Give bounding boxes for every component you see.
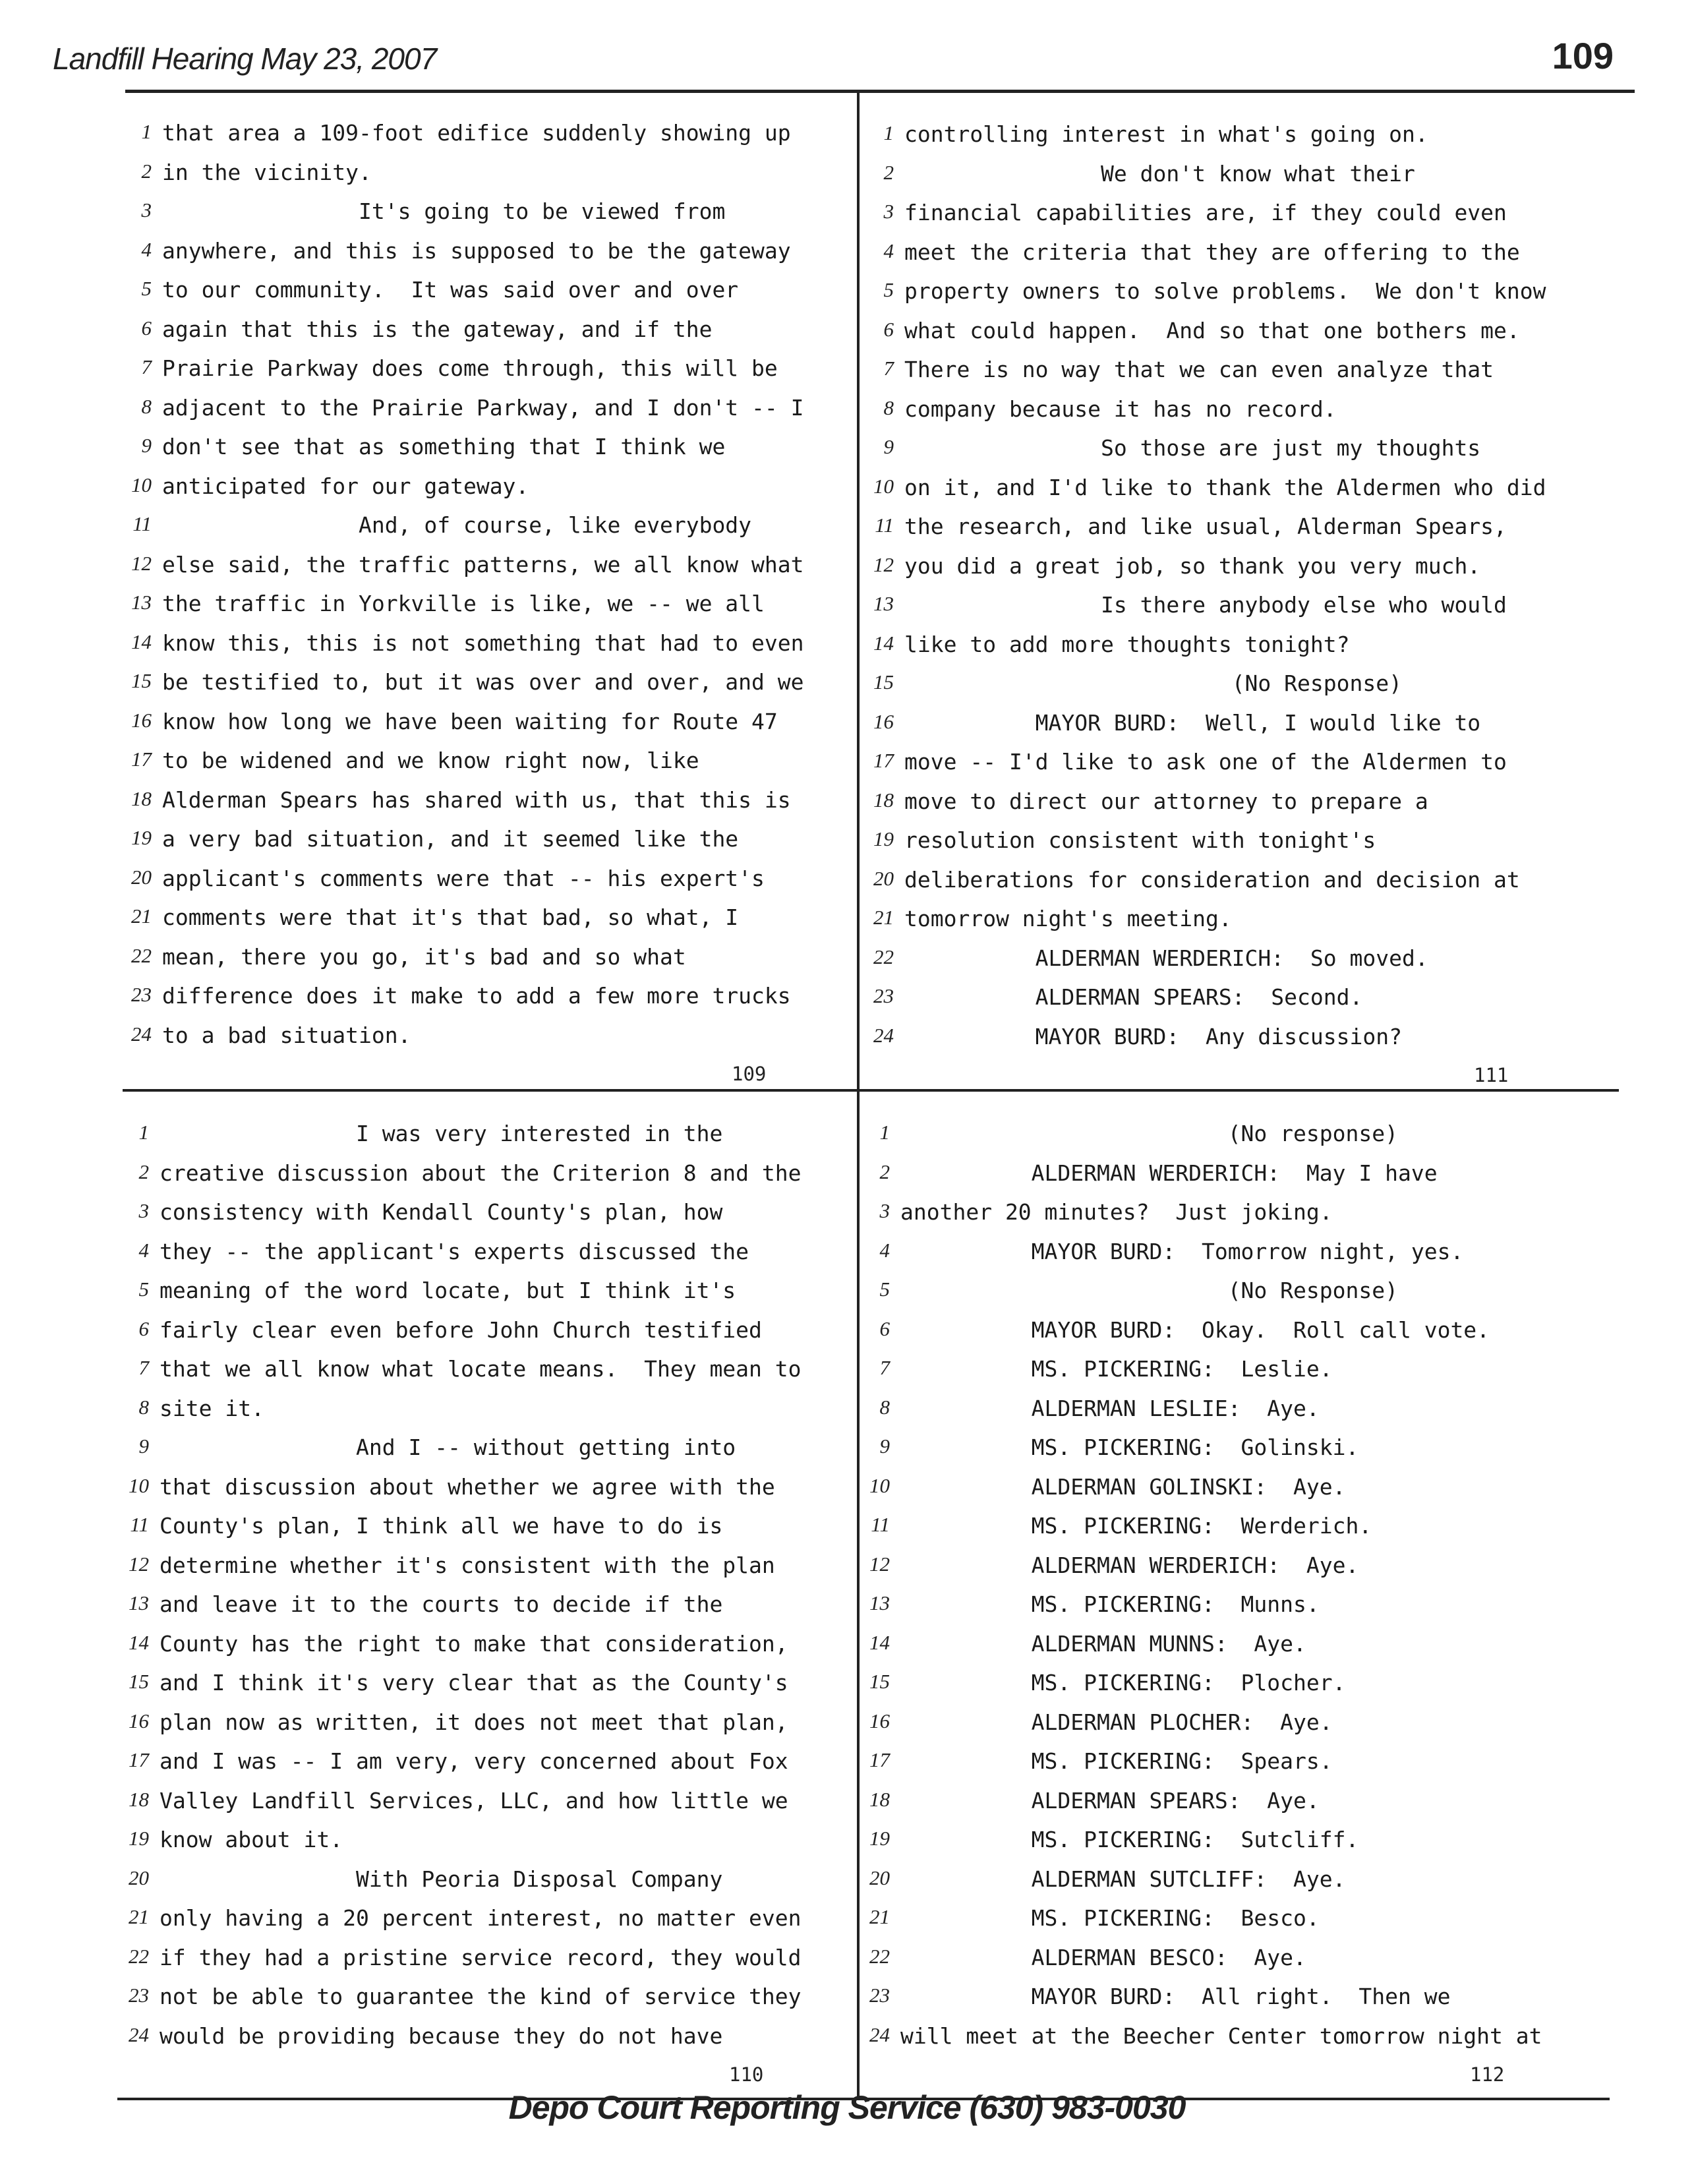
line-text: ALDERMAN PLOCHER: Aye. (900, 1709, 1333, 1735)
line-text: not be able to guarantee the kind of service they (160, 1984, 802, 2009)
line-number: 1 (141, 120, 152, 143)
line-number: 13 (129, 1591, 149, 1614)
line-number: 14 (873, 631, 894, 655)
line-number: 16 (869, 1709, 890, 1732)
line-text: to our community. It was said over and over (162, 277, 739, 303)
line-number: 10 (131, 473, 152, 496)
line-text: the research, and like usual, Alderman Spears, (904, 514, 1507, 539)
line-number: 2 (883, 160, 894, 184)
line-text: another 20 minutes? Just joking. (900, 1199, 1333, 1225)
line-text: So those are just my thoughts (904, 435, 1481, 461)
line-number: 18 (873, 788, 894, 812)
line-text: and I think it's very clear that as the County's (160, 1670, 788, 1696)
line-number: 10 (129, 1473, 149, 1497)
line-number: 17 (129, 1748, 149, 1771)
line-text: would be providing because they do not have (160, 2022, 723, 2049)
line-text: that discussion about whether we agree with the (160, 1473, 775, 1500)
line-number: 8 (138, 1395, 149, 1419)
line-number: 12 (873, 552, 894, 576)
line-text: if they had a pristine service record, they would (160, 1944, 802, 1970)
line-text: ALDERMAN SPEARS: Second. (904, 984, 1363, 1010)
line-number: 20 (873, 866, 894, 890)
line-number: 22 (869, 1944, 890, 1968)
line-text: Prairie Parkway does come through, this will be (162, 355, 778, 381)
line-text: company because it has no record. (904, 396, 1337, 422)
line-number: 24 (131, 1022, 152, 1046)
document-title: Landfill Hearing May 23, 2007 (53, 42, 437, 76)
line-number: 21 (131, 904, 152, 928)
line-number: 18 (131, 786, 152, 810)
line-text: and leave it to the courts to decide if the (160, 1591, 723, 1617)
line-number: 4 (141, 237, 152, 261)
line-text: and I was -- I am very, very concerned about Fox (160, 1748, 788, 1774)
line-text: on it, and I'd like to thank the Aldermen who did (904, 474, 1546, 500)
line-number: 23 (869, 1984, 890, 2007)
line-number: 4 (879, 1238, 890, 1262)
line-text: (No Response) (904, 670, 1402, 696)
transcript-page-number: 109 (732, 1063, 767, 1085)
line-text: Valley Landfill Services, LLC, and how little we (160, 1787, 788, 1814)
line-text: meaning of the word locate, but I think it's (160, 1278, 736, 1303)
line-text: consistency with Kendall County's plan, how (160, 1199, 723, 1225)
line-number: 14 (131, 630, 152, 653)
line-number: 22 (131, 943, 152, 967)
line-number: 5 (141, 277, 152, 300)
footer-reporting-service: Depo Court Reporting Service (630) 983-0030 (508, 2089, 1186, 2126)
line-text: MS. PICKERING: Werderich. (900, 1513, 1372, 1539)
line-number: 12 (869, 1552, 890, 1576)
line-text: It's going to be viewed from (162, 198, 726, 224)
line-text: be testified to, but it was over and over, and we (162, 669, 804, 695)
line-text: determine whether it's consistent with the plan (160, 1552, 775, 1578)
line-text: MS. PICKERING: Golinski. (900, 1434, 1359, 1460)
line-text: ALDERMAN SPEARS: Aye. (900, 1787, 1320, 1814)
transcript-page (867, 121, 1579, 1084)
line-number: 15 (129, 1670, 149, 1693)
line-text: plan now as written, it does not meet that plan, (160, 1709, 788, 1735)
line-text: know this, this is not something that had to even (162, 630, 804, 656)
line-text: MAYOR BURD: Any discussion? (904, 1023, 1402, 1049)
line-number: 13 (131, 591, 152, 614)
line-text: the traffic in Yorkville is like, we -- we all (162, 591, 765, 616)
line-text: County has the right to make that consideration, (160, 1630, 788, 1657)
line-number: 9 (879, 1434, 890, 1458)
line-number: 1 (138, 1121, 149, 1144)
line-text: fairly clear even before John Church testified (160, 1316, 762, 1343)
line-text: MS. PICKERING: Munns. (900, 1591, 1320, 1617)
line-number: 24 (873, 1023, 894, 1047)
line-text: applicant's comments were that -- his expert's (162, 865, 765, 891)
line-number: 10 (873, 474, 894, 498)
line-text: financial capabilities are, if they could even (904, 200, 1507, 225)
line-text: know how long we have been waiting for Route 47 (162, 708, 778, 734)
line-number: 2 (138, 1160, 149, 1183)
line-text: know about it. (160, 1827, 343, 1852)
line-text: MS. PICKERING: Plocher. (900, 1670, 1346, 1696)
header-page-number: 109 (1552, 35, 1614, 76)
line-number: 11 (875, 514, 894, 537)
line-text: difference does it make to add a few more trucks (162, 983, 791, 1009)
line-number: 6 (138, 1316, 149, 1340)
line-text: (No Response) (900, 1278, 1398, 1303)
transcript-page (863, 1121, 1575, 2086)
line-number: 17 (131, 748, 152, 771)
line-text: comments were that it's that bad, so what, I (162, 904, 739, 930)
line-text: MAYOR BURD: Well, I would like to (904, 709, 1481, 736)
line-number: 23 (873, 984, 894, 1007)
line-number: 2 (879, 1160, 890, 1183)
transcript-page (125, 120, 837, 1085)
line-text: don't see that as something that I think we (162, 434, 726, 459)
line-text: MS. PICKERING: Sutcliff. (900, 1827, 1359, 1852)
line-number: 23 (129, 1984, 149, 2007)
line-number: 7 (138, 1356, 149, 1379)
line-text: tomorrow night's meeting. (904, 906, 1232, 931)
line-number: 12 (129, 1552, 149, 1576)
line-number: 13 (873, 592, 894, 615)
line-number: 19 (131, 826, 152, 849)
line-text: ALDERMAN WERDERICH: So moved. (904, 945, 1428, 971)
line-text: anticipated for our gateway. (162, 473, 529, 499)
middle-rule (123, 1089, 1619, 1092)
line-text: a very bad situation, and it seemed like the (162, 826, 739, 852)
line-text: And I -- without getting into (160, 1434, 736, 1460)
line-number: 9 (141, 434, 152, 457)
transcript-page-number: 112 (1470, 2063, 1505, 2086)
line-text: to a bad situation. (162, 1022, 411, 1048)
line-number: 19 (869, 1827, 890, 1850)
line-text: (No response) (900, 1121, 1398, 1146)
line-number: 11 (871, 1513, 890, 1536)
line-text: And, of course, like everybody (162, 512, 752, 538)
line-number: 6 (141, 316, 152, 339)
line-number: 16 (129, 1709, 149, 1732)
transcript-page-number: 110 (729, 2063, 764, 2086)
line-text: anywhere, and this is supposed to be the gateway (162, 237, 791, 264)
line-number: 15 (131, 669, 152, 692)
line-text: ALDERMAN LESLIE: Aye. (900, 1395, 1320, 1421)
line-number: 18 (869, 1787, 890, 1811)
line-text: ALDERMAN SUTCLIFF: Aye. (900, 1866, 1346, 1892)
line-number: 14 (869, 1630, 890, 1654)
line-number: 23 (131, 983, 152, 1006)
line-text: ALDERMAN BESCO: Aye. (900, 1944, 1306, 1970)
line-text: site it. (160, 1395, 264, 1421)
line-number: 3 (883, 200, 894, 223)
line-text: MS. PICKERING: Spears. (900, 1748, 1333, 1774)
line-number: 20 (131, 865, 152, 889)
line-text: ALDERMAN WERDERICH: Aye. (900, 1552, 1359, 1578)
line-number: 14 (129, 1630, 149, 1654)
line-number: 12 (131, 551, 152, 575)
line-number: 10 (869, 1473, 890, 1497)
line-text: that area a 109-foot edifice suddenly showing up (162, 120, 791, 146)
line-text: property owners to solve problems. We don't know (904, 278, 1546, 304)
line-text: that we all know what locate means. They mean to (160, 1356, 802, 1382)
line-text: to be widened and we know right now, like (162, 748, 699, 773)
line-text: I was very interested in the (160, 1121, 723, 1146)
line-text: MS. PICKERING: Besco. (900, 1905, 1320, 1931)
line-number: 9 (883, 435, 894, 458)
line-number: 15 (869, 1670, 890, 1693)
line-text: will meet at the Beecher Center tomorrow night at (900, 2022, 1542, 2049)
line-text: you did a great job, so thank you very much. (904, 552, 1481, 579)
line-text: again that this is the gateway, and if the (162, 316, 713, 342)
line-number: 9 (138, 1434, 149, 1458)
line-number: 7 (141, 355, 152, 378)
line-text: deliberations for consideration and decision at (904, 866, 1520, 893)
line-text: like to add more thoughts tonight? (904, 631, 1350, 657)
line-number: 21 (869, 1905, 890, 1928)
line-number: 8 (879, 1395, 890, 1419)
line-number: 16 (131, 708, 152, 732)
line-number: 20 (869, 1866, 890, 1889)
line-text: ALDERMAN WERDERICH: May I have (900, 1160, 1438, 1186)
line-number: 7 (883, 357, 894, 380)
line-text: With Peoria Disposal Company (160, 1866, 723, 1892)
line-text: they -- the applicant's experts discussed the (160, 1238, 749, 1264)
line-number: 3 (879, 1199, 890, 1222)
line-text: mean, there you go, it's bad and so what (162, 943, 686, 970)
line-text: MAYOR BURD: Tomorrow night, yes. (900, 1238, 1464, 1264)
line-text: ALDERMAN MUNNS: Aye. (900, 1630, 1306, 1657)
line-text: adjacent to the Prairie Parkway, and I don't -- I (162, 394, 804, 421)
transcript-page-number: 111 (1474, 1064, 1509, 1086)
line-text: MAYOR BURD: Okay. Roll call vote. (900, 1316, 1490, 1343)
transcript-page (123, 1121, 834, 2086)
line-number: 8 (141, 394, 152, 418)
line-number: 21 (873, 906, 894, 929)
line-text: We don't know what their (904, 160, 1415, 187)
line-number: 4 (138, 1238, 149, 1262)
line-number: 22 (129, 1944, 149, 1968)
line-number: 20 (129, 1866, 149, 1889)
line-number: 6 (883, 317, 894, 341)
line-text: Alderman Spears has shared with us, that this is (162, 786, 791, 813)
line-number: 19 (873, 827, 894, 850)
vertical-divider (857, 90, 860, 2100)
line-number: 21 (129, 1905, 149, 1928)
line-number: 1 (883, 121, 894, 144)
line-text: what could happen. And so that one bothers me. (904, 317, 1520, 343)
line-text: in the vicinity. (162, 159, 372, 185)
line-text: else said, the traffic patterns, we all know what (162, 551, 804, 577)
line-text: MAYOR BURD: All right. Then we (900, 1984, 1451, 2009)
line-number: 5 (879, 1278, 890, 1301)
line-text: controlling interest in what's going on. (904, 121, 1428, 147)
line-text: There is no way that we can even analyze that (904, 357, 1494, 382)
line-number: 22 (873, 945, 894, 968)
line-number: 16 (873, 709, 894, 733)
line-number: 11 (130, 1513, 149, 1536)
line-text: ALDERMAN GOLINSKI: Aye. (900, 1473, 1346, 1500)
line-text: meet the criteria that they are offering to the (904, 239, 1520, 265)
line-text: resolution consistent with tonight's (904, 827, 1376, 853)
line-text: creative discussion about the Criterion 8 and the (160, 1160, 802, 1186)
line-number: 2 (141, 159, 152, 183)
line-number: 18 (129, 1787, 149, 1811)
line-text: only having a 20 percent interest, no matter even (160, 1905, 802, 1931)
line-text: Is there anybody else who would (904, 592, 1507, 618)
line-number: 4 (883, 239, 894, 262)
line-number: 17 (873, 749, 894, 772)
top-rule (125, 90, 1635, 93)
line-number: 5 (883, 278, 894, 301)
line-number: 19 (129, 1827, 149, 1850)
line-number: 1 (879, 1121, 890, 1144)
line-number: 7 (879, 1356, 890, 1379)
line-number: 13 (869, 1591, 890, 1614)
line-text: MS. PICKERING: Leslie. (900, 1356, 1333, 1382)
line-number: 11 (132, 512, 152, 535)
line-text: County's plan, I think all we have to do is (160, 1513, 723, 1539)
line-number: 3 (138, 1199, 149, 1222)
line-number: 24 (129, 2022, 149, 2046)
line-number: 8 (883, 396, 894, 419)
line-number: 3 (141, 198, 152, 221)
line-text: move -- I'd like to ask one of the Aldermen to (904, 749, 1507, 775)
line-number: 5 (138, 1278, 149, 1301)
line-number: 15 (873, 670, 894, 694)
line-number: 6 (879, 1316, 890, 1340)
line-number: 24 (869, 2022, 890, 2046)
line-text: move to direct our attorney to prepare a (904, 788, 1428, 814)
line-number: 17 (869, 1748, 890, 1771)
